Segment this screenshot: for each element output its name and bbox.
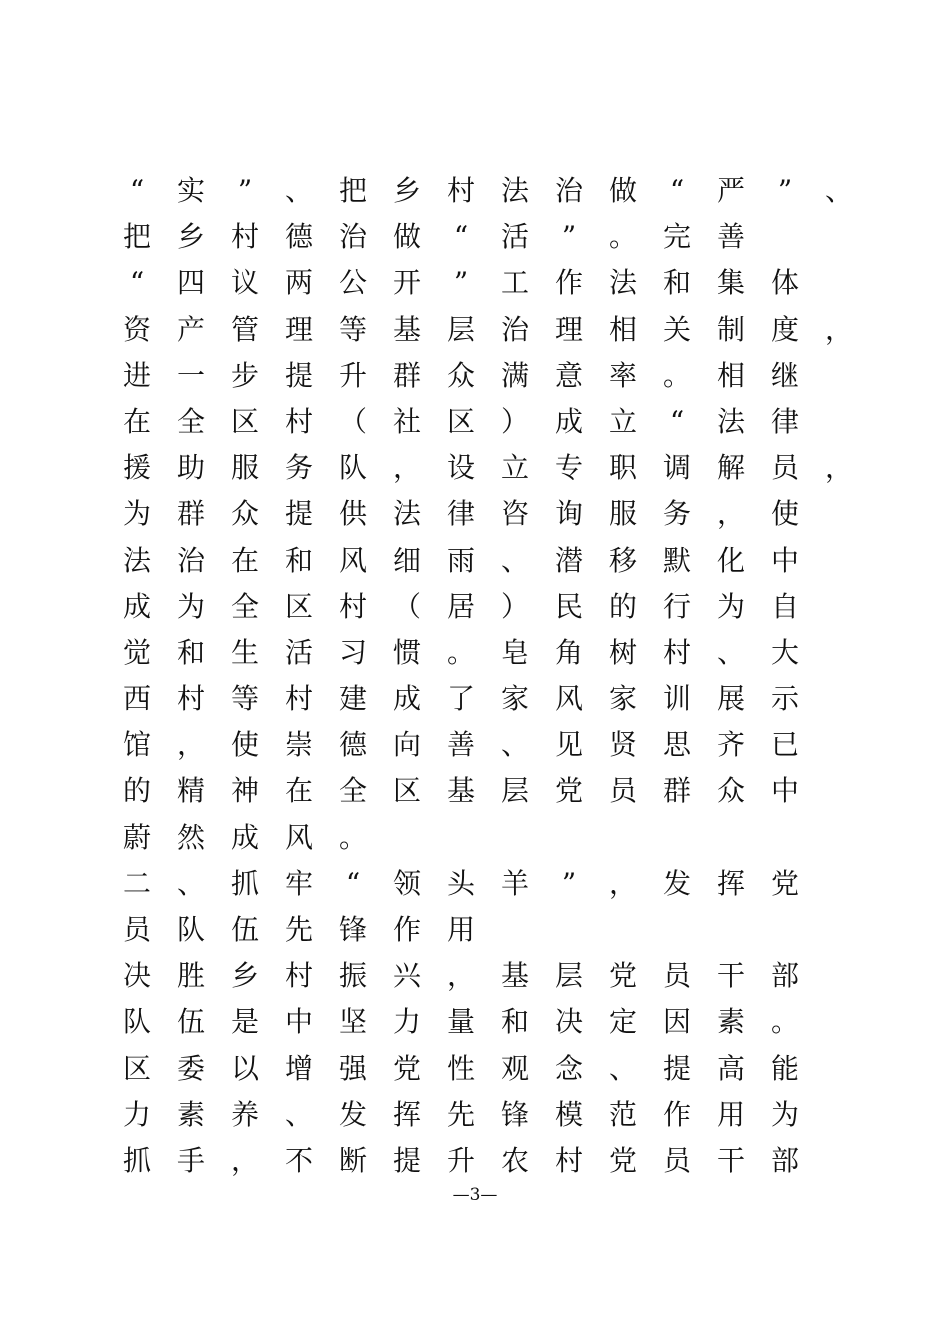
- text-char: 农: [500, 1143, 529, 1177]
- text-char: 升: [446, 1143, 475, 1177]
- text-char: 中: [770, 543, 799, 577]
- text-char: 意: [554, 358, 583, 392]
- text-char: 村: [662, 635, 691, 669]
- text-char: 管: [230, 312, 259, 346]
- text-char: 员: [662, 1143, 691, 1177]
- text-line: [110, 353, 870, 399]
- text-char: ，: [824, 312, 853, 346]
- text-line: [110, 676, 870, 722]
- text-char: ”: [777, 174, 793, 207]
- text-char: 牢: [284, 866, 313, 900]
- text-char: 法: [500, 174, 529, 207]
- text-char: 严: [716, 174, 745, 207]
- text-char: 强: [338, 1051, 367, 1085]
- text-char: 成: [122, 589, 151, 623]
- text-char: 活: [500, 220, 529, 254]
- text-char: 群: [176, 497, 205, 531]
- text-char: 居: [446, 589, 475, 623]
- text-char: 理: [554, 312, 583, 346]
- text-char: 层: [446, 312, 475, 346]
- text-char: 员: [662, 959, 691, 993]
- text-char: 树: [608, 635, 637, 669]
- text-char: ”: [453, 266, 469, 300]
- text-char: 步: [230, 358, 259, 392]
- text-char: 设: [446, 451, 475, 485]
- text-char: 提: [392, 1143, 421, 1177]
- text-char: 立: [608, 404, 637, 438]
- text-char: 队: [338, 451, 367, 485]
- text-char: 率: [608, 358, 637, 392]
- text-char: 区: [446, 404, 475, 438]
- text-char: 法: [392, 497, 421, 531]
- text-char: 党: [770, 866, 799, 900]
- text-char: 提: [662, 1051, 691, 1085]
- text-char: 务: [662, 497, 691, 531]
- page-number: —3—: [452, 1185, 498, 1205]
- text-char: 善: [716, 220, 745, 254]
- text-char: 增: [284, 1051, 313, 1085]
- text-char: 头: [446, 866, 475, 900]
- text-char: 善: [446, 728, 475, 762]
- text-line: [110, 953, 870, 999]
- text-char: 挥: [392, 1097, 421, 1131]
- text-char: 咨: [500, 497, 529, 531]
- text-char: 区: [284, 589, 313, 623]
- text-char: 群: [392, 358, 421, 392]
- text-char: 已: [770, 728, 799, 762]
- text-char: 群: [662, 774, 691, 808]
- text-char: 中: [284, 1005, 313, 1039]
- text-char: 潜: [554, 543, 583, 577]
- text-char: 作: [392, 913, 421, 946]
- text-char: “: [453, 220, 469, 254]
- text-char: ”: [561, 220, 577, 254]
- text-char: 专: [554, 451, 583, 485]
- text-char: 村: [284, 959, 313, 993]
- text-char: 治: [338, 220, 367, 254]
- text-char: 活: [284, 635, 313, 669]
- text-char: 党: [554, 774, 583, 808]
- text-char: 理: [284, 312, 313, 346]
- text-char: 养: [230, 1097, 259, 1131]
- text-char: 等: [230, 682, 259, 716]
- text-char: 展: [716, 682, 745, 716]
- text-char: 领: [392, 866, 421, 900]
- text-char: 性: [446, 1051, 475, 1085]
- text-char: 乡: [392, 174, 421, 207]
- text-char: 胜: [176, 959, 205, 993]
- text-char: 定: [608, 1005, 637, 1039]
- text-char: 力: [122, 1097, 151, 1131]
- text-char: 。: [608, 220, 637, 254]
- text-char: 党: [608, 1143, 637, 1177]
- text-char: 。: [662, 358, 691, 392]
- text-char: 素: [176, 1097, 205, 1131]
- text-char: ，: [608, 866, 637, 900]
- section-heading: [110, 861, 870, 907]
- text-char: 队: [176, 913, 205, 946]
- text-char: 决: [554, 1005, 583, 1039]
- text-char: 风: [554, 682, 583, 716]
- text-char: 提: [284, 358, 313, 392]
- text-char: 为: [770, 1097, 799, 1131]
- text-char: 和: [176, 635, 205, 669]
- text-char: 皂: [500, 635, 529, 669]
- text-char: 崇: [284, 728, 313, 762]
- text-char: 先: [446, 1097, 475, 1131]
- text-char: 坚: [338, 1005, 367, 1039]
- text-char: 继: [770, 358, 799, 392]
- text-char: 成: [230, 820, 259, 854]
- text-char: 、: [716, 635, 745, 669]
- text-char: 做: [608, 174, 637, 207]
- text-line: [110, 538, 870, 584]
- text-char: 手: [176, 1143, 205, 1177]
- text-char: 全: [176, 404, 205, 438]
- text-char: 完: [662, 220, 691, 254]
- text-char: 。: [770, 1005, 799, 1039]
- text-char: 伍: [176, 1005, 205, 1039]
- text-char: 立: [500, 451, 529, 485]
- text-char: 在: [122, 404, 151, 438]
- text-char: 把: [338, 174, 367, 207]
- text-line: [110, 214, 870, 260]
- text-char: 务: [284, 451, 313, 485]
- text-char: 蔚: [122, 820, 151, 854]
- text-char: 部: [770, 1143, 799, 1177]
- text-char: 生: [230, 635, 259, 669]
- text-char: 村: [284, 404, 313, 438]
- text-line: [110, 1092, 870, 1138]
- text-char: 用: [446, 913, 475, 946]
- text-line: [110, 445, 870, 491]
- text-char: 断: [338, 1143, 367, 1177]
- text-char: 党: [608, 959, 637, 993]
- text-line: [110, 584, 870, 630]
- text-char: “: [669, 404, 685, 438]
- section-heading: [110, 907, 870, 953]
- text-char: 区: [122, 1051, 151, 1085]
- text-char: 力: [392, 1005, 421, 1039]
- text-char: 观: [500, 1051, 529, 1085]
- text-char: 村: [446, 174, 475, 207]
- text-char: 兴: [392, 959, 421, 993]
- text-char: 村: [176, 682, 205, 716]
- text-char: 集: [716, 266, 745, 300]
- text-char: 、: [500, 543, 529, 577]
- text-char: 和: [662, 266, 691, 300]
- text-char: 村: [284, 682, 313, 716]
- text-line: [110, 307, 870, 353]
- text-char: 贤: [608, 728, 637, 762]
- text-char: 助: [176, 451, 205, 485]
- text-char: 德: [338, 728, 367, 762]
- text-char: 。: [446, 635, 475, 669]
- text-char: ）: [500, 404, 529, 438]
- text-char: 模: [554, 1097, 583, 1131]
- text-char: 能: [770, 1051, 799, 1085]
- text-char: 、: [284, 1097, 313, 1131]
- text-char: 调: [662, 451, 691, 485]
- text-char: ）: [500, 589, 529, 623]
- text-char: 的: [608, 589, 637, 623]
- text-char: 不: [284, 1143, 313, 1177]
- text-char: 馆: [122, 728, 151, 762]
- text-char: 素: [716, 1005, 745, 1039]
- text-char: 精: [176, 774, 205, 808]
- text-char: 锋: [500, 1097, 529, 1131]
- text-char: 众: [716, 774, 745, 808]
- text-char: ”: [237, 174, 253, 207]
- text-char: 村: [230, 220, 259, 254]
- text-char: 高: [716, 1051, 745, 1085]
- text-char: 伍: [230, 913, 259, 946]
- text-char: 习: [338, 635, 367, 669]
- text-char: 的: [122, 774, 151, 808]
- text-line: [110, 1046, 870, 1092]
- text-char: 层: [554, 959, 583, 993]
- text-char: 训: [662, 682, 691, 716]
- text-char: ，: [176, 728, 205, 762]
- text-char: 是: [230, 1005, 259, 1039]
- text-char: 范: [608, 1097, 637, 1131]
- text-char: 基: [500, 959, 529, 993]
- text-char: 部: [770, 959, 799, 993]
- text-line: [110, 815, 870, 861]
- text-char: 制: [716, 312, 745, 346]
- text-char: 向: [392, 728, 421, 762]
- text-char: 治: [176, 543, 205, 577]
- text-char: 用: [716, 1097, 745, 1131]
- text-char: 党: [392, 1051, 421, 1085]
- text-char: “: [129, 266, 145, 300]
- text-char: 以: [230, 1051, 259, 1085]
- text-char: 区: [230, 404, 259, 438]
- text-char: 家: [608, 682, 637, 716]
- text-char: 律: [446, 497, 475, 531]
- text-char: 挥: [716, 866, 745, 900]
- text-char: 工: [500, 266, 529, 300]
- text-char: 二: [122, 866, 151, 900]
- text-char: 风: [284, 820, 313, 854]
- text-char: 因: [662, 1005, 691, 1039]
- text-char: 量: [446, 1005, 475, 1039]
- text-char: 齐: [716, 728, 745, 762]
- text-char: 振: [338, 959, 367, 993]
- text-char: 满: [500, 358, 529, 392]
- text-char: 大: [770, 635, 799, 669]
- text-char: 公: [338, 266, 367, 300]
- text-char: 为: [716, 589, 745, 623]
- text-char: 治: [554, 174, 583, 207]
- text-char: 神: [230, 774, 259, 808]
- text-char: 询: [554, 497, 583, 531]
- text-char: 德: [284, 220, 313, 254]
- text-char: 乡: [230, 959, 259, 993]
- text-char: ，: [230, 1143, 259, 1177]
- text-char: 全: [230, 589, 259, 623]
- text-char: 家: [500, 682, 529, 716]
- text-char: 发: [662, 866, 691, 900]
- text-char: 、: [500, 728, 529, 762]
- text-char: 干: [716, 959, 745, 993]
- text-char: 觉: [122, 635, 151, 669]
- text-char: 、: [284, 174, 313, 207]
- text-char: 化: [716, 543, 745, 577]
- text-line: [110, 768, 870, 814]
- text-line: [110, 1138, 870, 1184]
- text-char: 众: [230, 497, 259, 531]
- text-char: 决: [122, 959, 151, 993]
- text-char: 把: [122, 220, 151, 254]
- text-char: 羊: [500, 866, 529, 900]
- text-char: 服: [608, 497, 637, 531]
- text-char: 念: [554, 1051, 583, 1085]
- text-char: 员: [608, 774, 637, 808]
- text-char: 发: [338, 1097, 367, 1131]
- text-char: 在: [284, 774, 313, 808]
- text-char: ，: [824, 451, 853, 485]
- text-char: 法: [716, 404, 745, 438]
- text-char: 建: [338, 682, 367, 716]
- text-line: [110, 999, 870, 1045]
- text-char: 雨: [446, 543, 475, 577]
- text-char: 。: [338, 820, 367, 854]
- text-char: 然: [176, 820, 205, 854]
- text-char: 在: [230, 543, 259, 577]
- text-char: 使: [230, 728, 259, 762]
- text-char: 风: [338, 543, 367, 577]
- text-char: 资: [122, 312, 151, 346]
- text-char: 服: [230, 451, 259, 485]
- text-char: ，: [716, 497, 745, 531]
- text-char: 员: [122, 913, 151, 946]
- text-char: （: [392, 589, 421, 623]
- text-char: 基: [446, 774, 475, 808]
- text-char: 议: [230, 266, 259, 300]
- text-char: 中: [770, 774, 799, 808]
- text-char: 村: [554, 1143, 583, 1177]
- text-char: 民: [554, 589, 583, 623]
- text-char: 关: [662, 312, 691, 346]
- text-char: 使: [770, 497, 799, 531]
- text-char: 开: [392, 266, 421, 300]
- text-char: 区: [392, 774, 421, 808]
- text-char: 做: [392, 220, 421, 254]
- text-char: 职: [608, 451, 637, 485]
- text-char: 思: [662, 728, 691, 762]
- text-char: 自: [770, 589, 799, 623]
- text-line: [110, 399, 870, 445]
- text-char: 作: [662, 1097, 691, 1131]
- text-char: 解: [716, 451, 745, 485]
- text-char: 示: [770, 682, 799, 716]
- text-line: [110, 630, 870, 676]
- text-char: 、: [176, 866, 205, 900]
- text-char: 产: [176, 312, 205, 346]
- text-char: 见: [554, 728, 583, 762]
- text-char: ”: [561, 866, 577, 900]
- text-char: ，: [392, 451, 421, 485]
- text-char: ，: [446, 959, 475, 993]
- text-char: 队: [122, 1005, 151, 1039]
- text-char: 角: [554, 635, 583, 669]
- text-char: 相: [716, 358, 745, 392]
- text-char: “: [345, 866, 361, 900]
- text-char: 律: [770, 404, 799, 438]
- text-char: 进: [122, 358, 151, 392]
- text-char: 和: [500, 1005, 529, 1039]
- text-char: 、: [608, 1051, 637, 1085]
- text-char: 相: [608, 312, 637, 346]
- text-char: 法: [608, 266, 637, 300]
- text-char: 细: [392, 543, 421, 577]
- text-char: 法: [122, 543, 151, 577]
- text-char: （: [338, 404, 367, 438]
- text-char: 两: [284, 266, 313, 300]
- text-char: 委: [176, 1051, 205, 1085]
- text-char: 成: [392, 682, 421, 716]
- text-char: 锋: [338, 913, 367, 946]
- text-char: 升: [338, 358, 367, 392]
- text-line: [110, 168, 870, 214]
- body-text: [110, 168, 870, 1184]
- text-char: 层: [500, 774, 529, 808]
- text-char: 乡: [176, 220, 205, 254]
- text-char: 供: [338, 497, 367, 531]
- text-char: 众: [446, 358, 475, 392]
- text-char: 为: [122, 497, 151, 531]
- text-char: 移: [608, 543, 637, 577]
- text-char: 等: [338, 312, 367, 346]
- text-line: [110, 722, 870, 768]
- text-char: 、: [824, 174, 853, 207]
- text-char: “: [669, 174, 685, 207]
- text-char: 治: [500, 312, 529, 346]
- text-char: 作: [554, 266, 583, 300]
- text-char: 体: [770, 266, 799, 300]
- text-char: 四: [176, 266, 205, 300]
- text-char: 实: [176, 174, 205, 207]
- text-char: 成: [554, 404, 583, 438]
- text-char: 村: [338, 589, 367, 623]
- text-char: 一: [176, 358, 205, 392]
- text-char: 援: [122, 451, 151, 485]
- text-char: 了: [446, 682, 475, 716]
- text-char: 度: [770, 312, 799, 346]
- text-char: 干: [716, 1143, 745, 1177]
- text-char: 全: [338, 774, 367, 808]
- text-char: 社: [392, 404, 421, 438]
- text-char: 和: [284, 543, 313, 577]
- text-char: 惯: [392, 635, 421, 669]
- text-char: “: [129, 174, 145, 207]
- text-char: 抓: [230, 866, 259, 900]
- text-char: 员: [770, 451, 799, 485]
- text-char: 先: [284, 913, 313, 946]
- text-char: 基: [392, 312, 421, 346]
- text-line: [110, 260, 870, 306]
- text-char: 西: [122, 682, 151, 716]
- text-char: 提: [284, 497, 313, 531]
- text-char: 为: [176, 589, 205, 623]
- text-char: 行: [662, 589, 691, 623]
- text-line: [110, 491, 870, 537]
- text-char: 抓: [122, 1143, 151, 1177]
- text-char: 默: [662, 543, 691, 577]
